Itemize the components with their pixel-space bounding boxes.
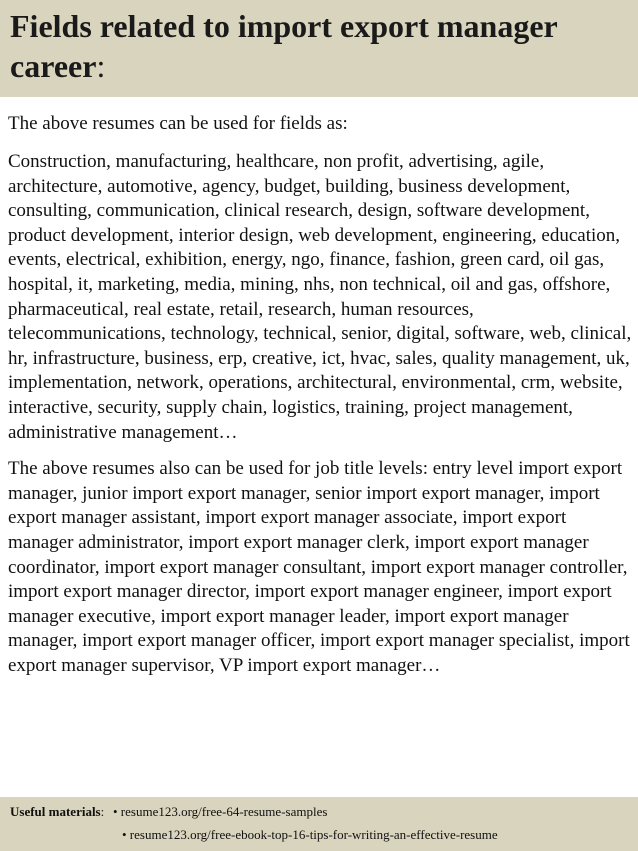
page-title [10, 6, 628, 86]
resume-samples-link[interactable]: • resume123.org/free-64-resume-samples [113, 804, 328, 819]
useful-materials-label-text: Useful materials [10, 804, 101, 819]
title-band [0, 0, 638, 97]
main-content [8, 112, 634, 678]
fields-list: Construction, manufacturing, healthcare, non profit, advertising, agile, architecture, automotive, agency, budget, building, business development, consulting, communication, clinical research, design, software development, product development, interior design, web development, engineering, education, events, electrical, exhibition, energy, ngo, finance, fashion, green card, oil gas, hospital, it, marketing, media, mining, nhs, non technical, oil and gas, offshore, pharmaceutical, real estate, retail, research, human resources, telecommunications, technology, technical, senior, digital, software, web, clinical, hr, infrastructure, business, erp, creative, ict, hvac, sales, quality management, uk, implementation, network, operations, architectural, environmental, crm, website, interactive, security, supply chain, logistics, training, project management, administrative management… [8, 151, 632, 443]
useful-materials-label [10, 802, 104, 822]
footer-band [0, 797, 638, 851]
job-levels-list: The above resumes also can be used for job title levels: entry level import export manager, junior import export manager, senior import export manager, import export manager assistant, import export manager associate, import export manager administrator, import export manager clerk, import export manager coordinator, import export manager consultant, import export manager controller, import export manager director, import export manager engineer, import export manager executive, import export manager leader, import export manager manager, import export manager officer, import export manager specialist, import export manager supervisor, VP import export manager… [8, 458, 630, 676]
intro-text: The above resumes can be used for fields as: [8, 113, 348, 134]
page-title-text: Fields related to import export manager career [10, 8, 558, 84]
page-title-colon: : [96, 48, 106, 84]
useful-materials-label-colon: : [100, 804, 105, 819]
ebook-tips-link[interactable]: • resume123.org/free-ebook-top-16-tips-for-writing-an-effective-resume [122, 827, 498, 842]
